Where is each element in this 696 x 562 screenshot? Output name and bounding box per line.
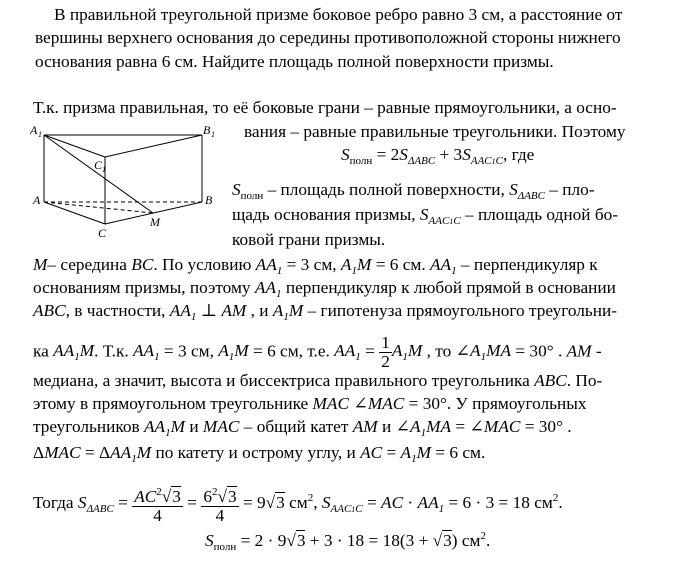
- problem-line-3: основания равна 6 см. Найдите площадь полной поверхности призмы.: [35, 52, 554, 71]
- label-a1-sub: 1: [38, 130, 42, 139]
- segment-a1m: [44, 135, 153, 213]
- formula-area-total: $S_{полн} = 2 \cdot 9√3 + 3 \cdot 18 = 18(3 + √3)$ $см^2$.: [205, 530, 491, 553]
- label-a: A: [33, 193, 41, 207]
- formula-area-base: Тогда $S_{\Delta ABC}$ = $\frac{AC^2√3}{4}$ = $\frac{6^2√3}{4}$ = 9√3 $см^2$, $S_{AAC1C}$ = AC · $AA_1 = 6 \cdot 3 = 18$ $см^2$.: [33, 483, 563, 525]
- solution-line-11: этому в прямоугольном треугольнике MAC ∠MAC = 30°. У прямоугольных: [33, 394, 587, 413]
- label-c: C: [98, 226, 107, 240]
- solution-line-4: щадь основания призмы, $S_{AAC1C}$ – площадь одной бо-: [232, 205, 619, 227]
- solution-line-7: основаниям призмы, поэтому $AA_1$ перпендикуляр к любой прямой в основании: [33, 278, 616, 300]
- problem-line-1: В правильной треугольной призме боковое ребро равно 3 см, а расстояние от: [54, 5, 623, 24]
- edge-c1b1: [105, 135, 202, 157]
- solution-line-8: ABC, в частности, $AA_1$ ⊥ AM , и $A_1M$ – гипотенуза прямоугольного треугольни-: [33, 301, 618, 323]
- solution-line-3: $S_{полн}$ – площадь полной поверхности, $S_{\Delta ABC} - пло-$: [232, 180, 595, 202]
- solution-line-10: медиана, а значит, высота и биссектриса правильного треугольника ABC. По-: [33, 371, 603, 390]
- prism-figure: [30, 120, 230, 250]
- solution-line-6: M– середина BC. По условию $AA_1 = 3$ см, $A_1M = 6$ см. $AA_1$ – перпендикуляр к: [33, 255, 598, 277]
- label-b1: B: [203, 123, 211, 137]
- fraction-one-half: $\frac{1}{2}$: [381, 333, 390, 371]
- edge-a1c1: [44, 135, 105, 157]
- label-b: B: [205, 193, 213, 207]
- solution-line-2: вания – равные правильные треугольники. Поэтому: [244, 122, 626, 141]
- solution-line-12: треугольников $AA_1M$ и MAC – общий катет AM и $\angle A_1MA$ = ∠MAC = 30° .: [33, 417, 572, 439]
- label-c1: C: [94, 158, 103, 172]
- solution-line-5: ковой грани призмы.: [232, 230, 386, 249]
- solution-line-13: $\Delta MAC = \Delta AA_1M$ по катету и острому углу, и AC = $A_1M = 6$ см.: [33, 443, 486, 465]
- solution-line-1: Т.к. призма правильная, то её боковые грани – равные прямоугольники, а осно-: [33, 98, 617, 117]
- label-c1-sub: 1: [102, 165, 106, 174]
- label-m: M: [150, 215, 160, 229]
- fraction-6sq-sqrt3-over-4: $\frac{6^2√3}{4}$: [201, 483, 238, 525]
- label-a1: A: [30, 123, 38, 137]
- fraction-ac2-sqrt3-over-4: $\frac{AC^2√3}{4}$: [132, 483, 183, 525]
- solution-line-9: ка $AA_1M$. Т.к. $AA_1 = 3$ см, $A_1M = 6$ см, т.е. $AA_1$ = $\frac{1}{2}$ $A_1M$ , то $\angle A_1MA = 30^\circ$ . AM -: [33, 333, 602, 371]
- problem-line-2: вершины верхнего основания до середины противоположной стороны нижнего: [35, 28, 621, 47]
- formula-s-poln: $S_{полн} = 2S_{\Delta ABC} + 3S_{AAC1C}$, где: [341, 145, 535, 167]
- label-b1-sub: 1: [211, 130, 215, 139]
